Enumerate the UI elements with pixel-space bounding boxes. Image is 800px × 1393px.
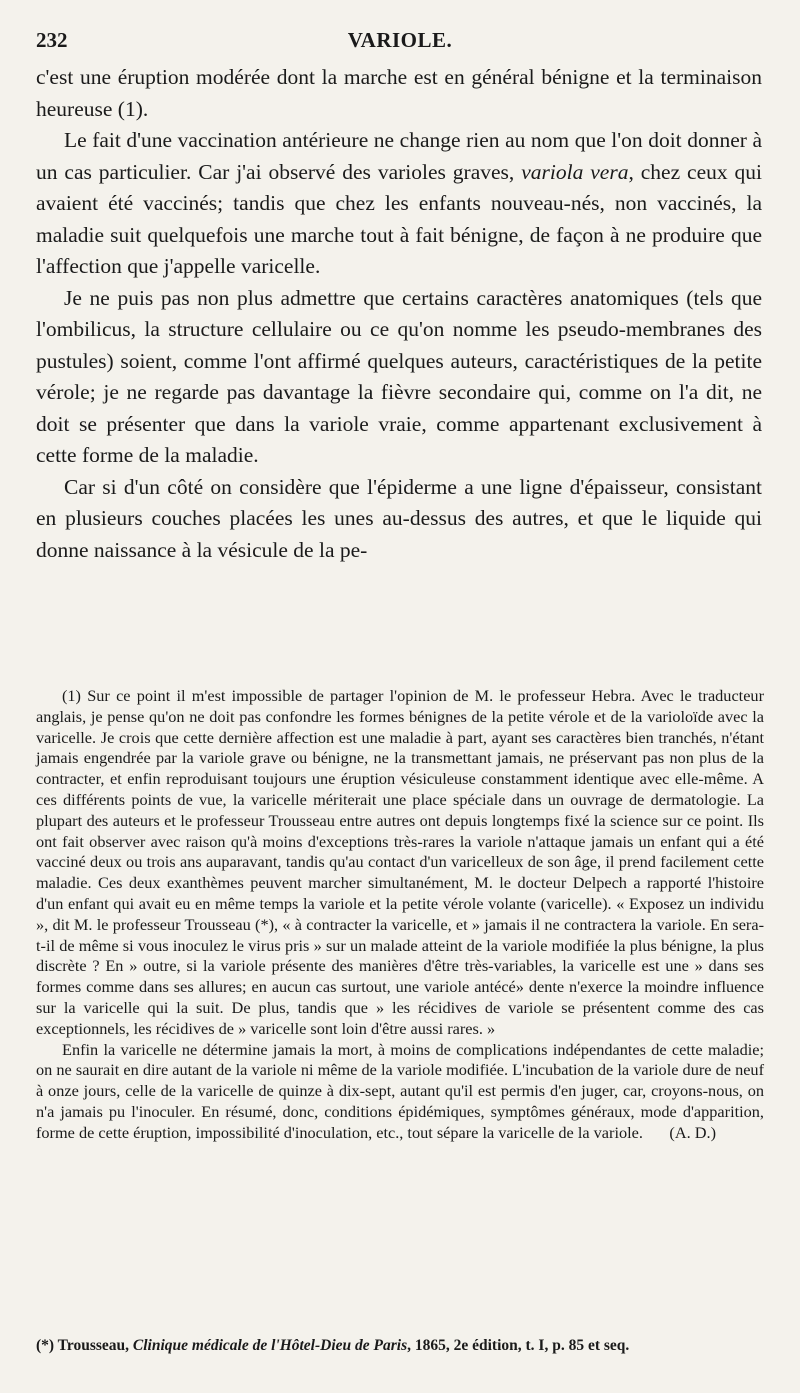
paragraph-2-start: Le fait d'une vaccination antérieure ne change rien au nom que l'on doit donner à un cas particulier. Car j'ai observé des varioles graves, <box>36 128 762 184</box>
running-head: VARIOLE. <box>347 28 453 52</box>
source-marker: (*) Trousseau, <box>36 1337 130 1354</box>
main-text <box>36 62 762 566</box>
page-number: 232 <box>36 28 68 52</box>
paragraph-2-end: , chez ceux qui avaient été vaccinés; tandis que chez les enfants nouveau-nés, non vaccinés, la maladie suit quelquefois une marche tout à fait bénigne, de façon à ne produire que l'affection que j'appelle varicelle. <box>36 159 763 278</box>
footnote-signature: (A. D.) <box>669 1122 716 1142</box>
source-details: , 1865, 2e édition, t. I, p. 85 et seq. <box>407 1337 630 1354</box>
source-footnote <box>36 1336 764 1356</box>
paragraph-4: Car si d'un côté on considère que l'épiderme a une ligne d'épaisseur, consistant en plusieurs couches placées les unes au-dessus des autres, et que le liquide qui donne naissance à la vésicule de la pe- <box>36 474 762 562</box>
paragraph-3: Je ne puis pas non plus admettre que certains caractères anatomiques (tels que l'ombilicus, la structure cellulaire ou ce qu'on nomme les pseudo-membranes des pustules) soient, comme l'ont affirmé quelques auteurs, caractéristiques de la petite vérole; je ne regarde pas davantage la fièvre secondaire qui, comme on l'a dit, ne doit se présenter que dans la variole vraie, comme appartenant exclusivement à cette forme de la maladie. <box>36 285 762 467</box>
footnote-paragraph-2-text: Enfin la varicelle ne détermine jamais la mort, à moins de complications indépendantes de cette maladie; on ne saurait en dire autant de la variole ni même de la variole modifiée. L'incubation de la variole dure de neuf à onze jours, celle de la varicelle de quinze à dix-sept, autant qu'il est permis d'en juger, car, croyons-nous, on n'a jamais pu l'inoculer. En résumé, donc, conditions épidémiques, symptômes généraux, mode d'apparition, forme de cette éruption, impossibilité d'inoculation, etc., tout sépare la varicelle de la variole. <box>36 1039 764 1142</box>
page-header <box>0 20 800 54</box>
footnote-paragraph-1: (1) Sur ce point il m'est impossible de partager l'opinion de M. le professeur Hebra. Avec le traducteur anglais, je pense qu'on ne doit pas confondre les formes bénignes de la petite vérole et de la varioloïde avec la varicelle. Je crois que cette dernière affection est une maladie à part, ayant ses caractères bien tranchés, n'étant jamais engendrée par la variole grave ou bénigne, ne la transmettant jamais, ne préservant pas non plus de la contracter, et enfin reproduisant toujours une éruption vésiculeuse constamment identique avec elle-même. A ces différents points de vue, la varicelle mériterait une place spéciale dans un ouvrage de dermatologie. La plupart des auteurs et le professeur Trousseau entre autres ont depuis longtemps fixé la science sur ce point. Ils ont fait observer avec raison qu'à moins d'exceptions très-rares la variole n'attaque jamais un enfant qui a été vacciné deux ou trois ans auparavant, tandis qu'au contact d'un varicelleux de son âge, il prend facilement cette maladie. Ces deux exanthèmes peuvent marcher simultanément, M. le docteur Delpech a rapporté l'histoire d'un enfant qui avait eu en même temps la variole et la petite vérole volante (varicelle). « Exposez un individu », dit M. le professeur Trousseau (*), « à contracter la varicelle, et » jamais il ne contractera la variole. En sera-t-il de même si vous inoculez le virus pris » sur un malade atteint de la variole modifiée la plus bénigne, la plus discrète ? En » outre, si la variole présente des manières d'être très-variables, la varicelle est une » dans ses formes comme dans ses allures; en aucun cas surtout, une variole antécé» dente n'exerce la moindre influence sur la varicelle qui la suit. De plus, tandis que » les récidives de variole se présentent comme des cas exceptionnels, les récidives de » varicelle sont loin d'être aussi rares. » <box>36 686 764 1038</box>
footnote-paragraph-2 <box>36 1040 764 1144</box>
paragraph-2-latin-term: variola vera <box>521 159 629 184</box>
source-title: Clinique médicale de l'Hôtel-Dieu de Paris <box>132 1337 408 1354</box>
footnote-block <box>36 686 764 1144</box>
paragraph-2 <box>36 125 762 283</box>
paragraph-1: c'est une éruption modérée dont la marche est en général bénigne et la terminaison heureuse (1). <box>36 65 762 121</box>
